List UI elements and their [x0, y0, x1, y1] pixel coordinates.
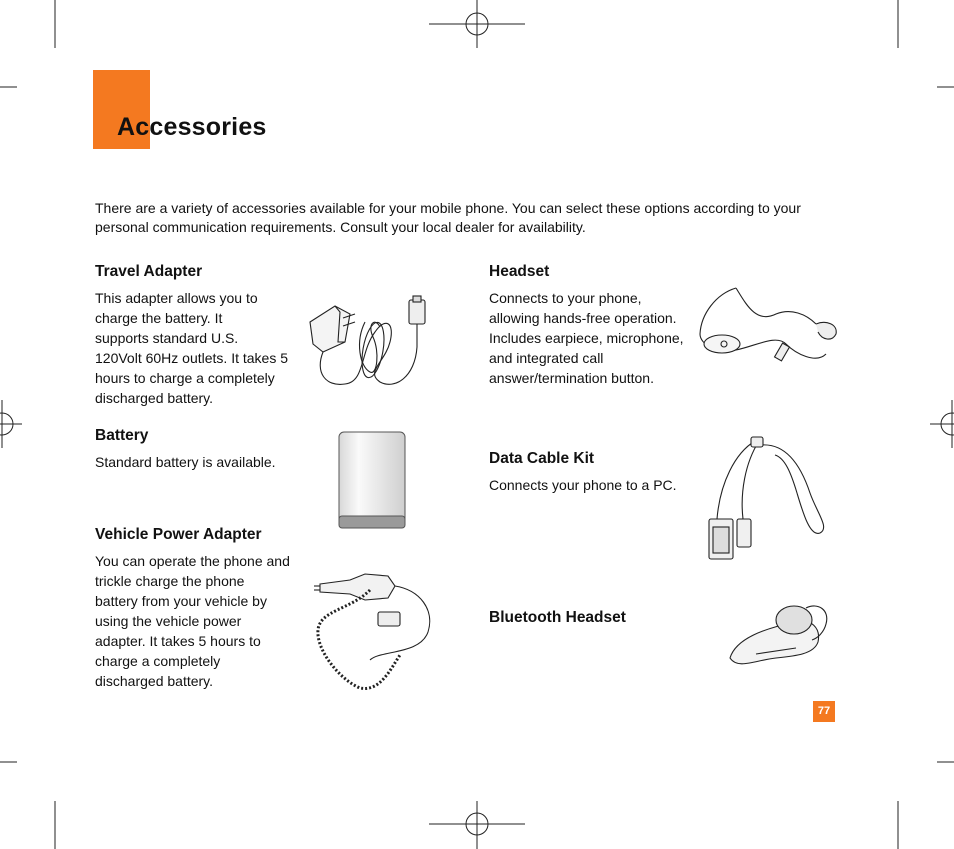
text-line: discharged battery. — [95, 390, 214, 406]
headset-description — [489, 288, 704, 388]
text-line: You can operate the phone and — [95, 553, 290, 569]
travel-adapter-description — [95, 288, 300, 408]
text-line: using the vehicle power — [95, 613, 242, 629]
text-line: allowing hands-free operation. — [489, 310, 677, 326]
battery-image — [335, 430, 410, 532]
text-line: Includes earpiece, microphone, — [489, 330, 684, 346]
travel-adapter-heading: Travel Adapter — [95, 263, 203, 280]
text-line: supports standard U.S. — [95, 330, 239, 346]
text-line: charge the battery. It — [95, 310, 223, 326]
intro-paragraph: There are a variety of accessories available for your mobile phone. You can select these options according to your personal communication requirements. Consult your local dealer for availability. — [95, 200, 801, 235]
page-title: Accessories — [117, 113, 267, 141]
battery-description — [95, 452, 305, 472]
text-line: discharged battery. — [95, 673, 214, 689]
text-line: trickle charge the phone — [95, 573, 245, 589]
bluetooth-headset-heading: Bluetooth Headset — [489, 609, 626, 626]
text-line: charge a completely — [95, 653, 221, 669]
vehicle-power-adapter-heading: Vehicle Power Adapter — [95, 526, 262, 543]
headset-heading: Headset — [489, 263, 550, 280]
text-line: adapter. It takes 5 hours to — [95, 633, 261, 649]
vehicle-power-adapter-description — [95, 551, 305, 691]
text-line: Connects to your phone, — [489, 290, 642, 306]
page-number-badge: 77 — [813, 701, 835, 722]
text-line: 120Volt 60Hz outlets. It takes 5 — [95, 350, 289, 366]
text-line: and integrated call — [489, 350, 604, 366]
data-cable-kit-description — [489, 475, 704, 495]
headset-image — [696, 284, 842, 374]
text-line: This adapter allows you to — [95, 290, 258, 306]
text-line: Standard battery is available. — [95, 454, 276, 470]
data-cable-kit-heading: Data Cable Kit — [489, 450, 595, 467]
battery-heading: Battery — [95, 427, 149, 444]
bluetooth-headset-image — [726, 598, 836, 674]
text-line: answer/termination button. — [489, 370, 654, 386]
text-line: battery from your vehicle by — [95, 593, 267, 609]
travel-adapter-image — [305, 292, 435, 392]
text-line: hours to charge a completely — [95, 370, 275, 386]
text-line: Connects your phone to a PC. — [489, 477, 677, 493]
data-cable-kit-image — [705, 433, 831, 563]
vehicle-power-adapter-image — [310, 570, 442, 695]
